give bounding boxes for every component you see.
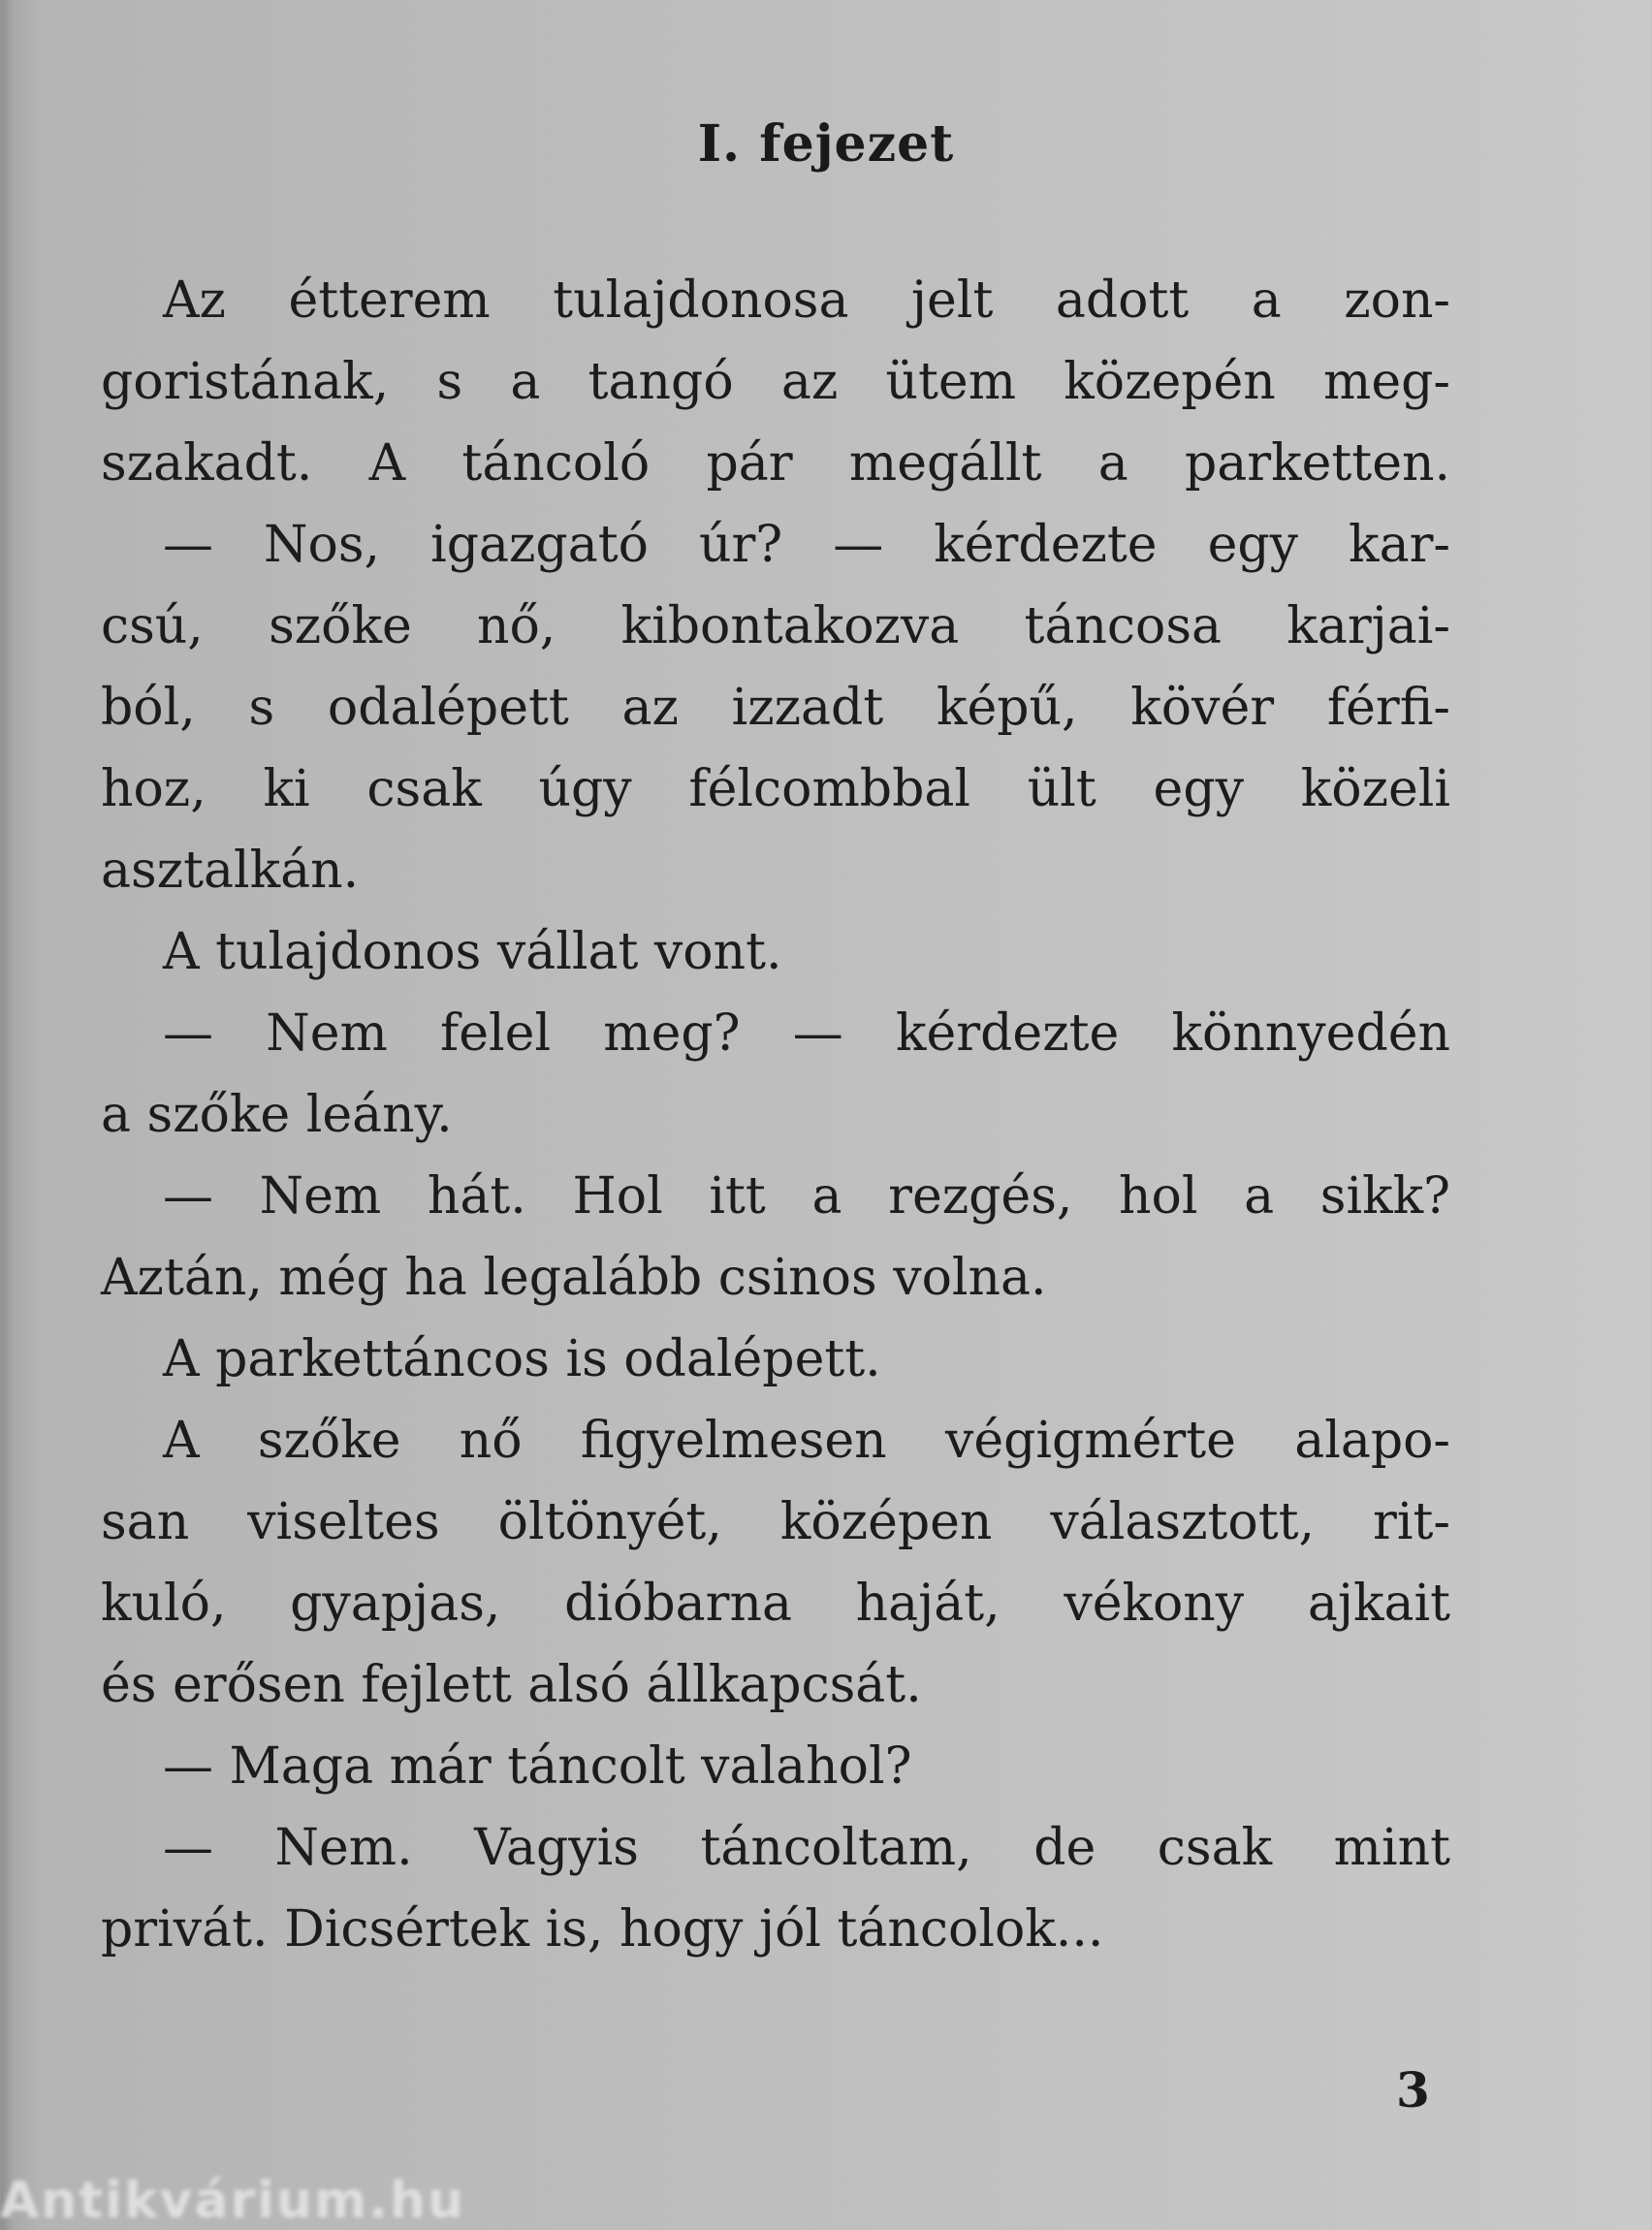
page-number: 3 [1396,2061,1430,2118]
text-line: a szőke leány. [101,1086,453,1144]
text-line: goristának, s a tangó az ütem közepén meg- [101,353,1450,411]
text-line: Aztán, még ha legalább csinos volna. [101,1249,1047,1307]
watermark: Antikvárium.hu [0,2172,465,2230]
text-line: asztalkán. [101,842,360,900]
text-line: — Maga már táncolt valahol? [163,1737,912,1796]
text-line: privát. Dicsértek is, hogy jól táncolok... [101,1900,1104,1959]
text-line: — Nem hát. Hol itt a rezgés, hol a sikk? [163,1167,1450,1226]
body-text [101,260,1450,1970]
text-line: — Nem felel meg? — kérdezte könnyedén [163,1004,1450,1063]
text-line: — Nem. Vagyis táncoltam, de csak mint [163,1819,1450,1877]
text-line: és erősen fejlett alsó állkapcsát. [101,1656,922,1714]
text-line: csú, szőke nő, kibontakozva táncosa karjai- [101,597,1450,655]
text-line: Az étterem tulajdonosa jelt adott a zon- [163,271,1450,330]
chapter-title: I. fejezet [697,114,955,174]
text-line: A parkettáncos is odalépett. [163,1330,881,1388]
text-line: san viseltes öltönyét, középen választott, rit- [101,1493,1450,1551]
text-line: szakadt. A táncoló pár megállt a parketten. [101,434,1450,493]
text-line: ból, s odalépett az izzadt képű, kövér férfi- [101,679,1450,737]
text-line: kuló, gyapjas, dióbarna haját, vékony ajkait [101,1575,1450,1633]
text-line: hoz, ki csak úgy félcombbal ült egy közeli [101,760,1450,818]
text-line: A tulajdonos vállat vont. [163,923,782,981]
text-line: A szőke nő figyelmesen végigmérte alapo- [163,1412,1450,1470]
text-line: — Nos, igazgató úr? — kérdezte egy kar- [163,516,1450,574]
